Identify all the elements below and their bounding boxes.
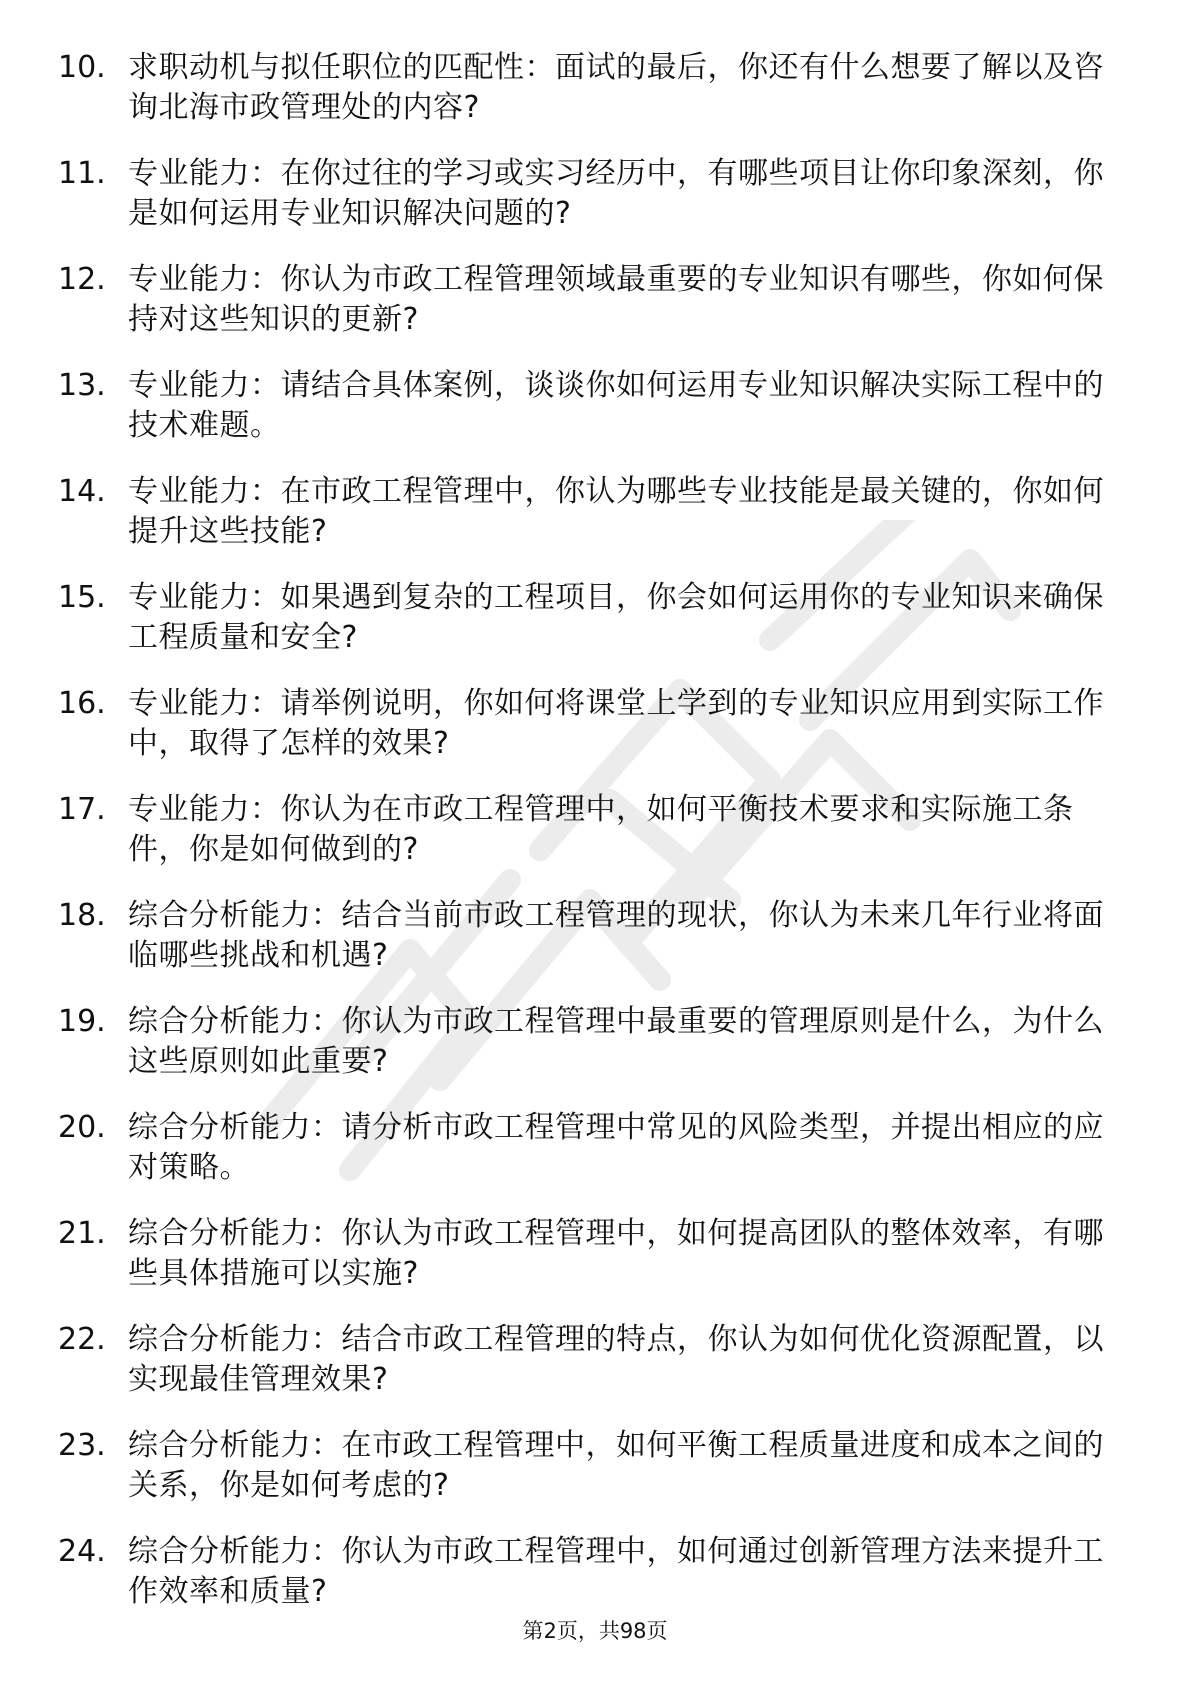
question-text: 综合分析能力：请分析市政工程管理中常见的风险类型，并提出相应的应对策略。 <box>128 1110 1104 1185</box>
question-number: 14. <box>58 474 106 509</box>
question-number: 21. <box>58 1216 106 1251</box>
question-text: 综合分析能力：你认为市政工程管理中，如何通过创新管理方法来提升工作效率和质量? <box>128 1534 1104 1609</box>
question-number: 20. <box>58 1110 106 1145</box>
list-item <box>0 1426 1190 1532</box>
list-item <box>0 48 1190 154</box>
list-item <box>0 154 1190 260</box>
question-text: 专业能力：如果遇到复杂的工程项目，你会如何运用你的专业知识来确保工程质量和安全? <box>128 580 1104 655</box>
question-text: 求职动机与拟任职位的匹配性：面试的最后，你还有什么想要了解以及咨询北海市政管理处的内容? <box>128 50 1104 125</box>
question-number: 13. <box>58 368 106 403</box>
question-number: 23. <box>58 1428 106 1463</box>
question-text: 综合分析能力：在市政工程管理中，如何平衡工程质量进度和成本之间的关系，你是如何考虑的? <box>128 1428 1104 1503</box>
list-item <box>0 1320 1190 1426</box>
question-number: 19. <box>58 1004 106 1039</box>
question-text: 专业能力：请举例说明，你如何将课堂上学到的专业知识应用到实际工作中，取得了怎样的效果? <box>128 686 1104 761</box>
question-text: 专业能力：你认为在市政工程管理中，如何平衡技术要求和实际施工条件，你是如何做到的? <box>128 792 1074 867</box>
list-item <box>0 896 1190 1002</box>
question-number: 15. <box>58 580 106 615</box>
question-list <box>0 48 1190 1638</box>
question-number: 16. <box>58 686 106 721</box>
list-item <box>0 790 1190 896</box>
list-item <box>0 472 1190 578</box>
question-text: 专业能力：你认为市政工程管理领域最重要的专业知识有哪些，你如何保持对这些知识的更新? <box>128 262 1104 337</box>
question-number: 12. <box>58 262 106 297</box>
list-item <box>0 578 1190 684</box>
question-text: 综合分析能力：你认为市政工程管理中，如何提高团队的整体效率，有哪些具体措施可以实施? <box>128 1216 1104 1291</box>
list-item <box>0 366 1190 472</box>
question-text: 综合分析能力：结合当前市政工程管理的现状，你认为未来几年行业将面临哪些挑战和机遇? <box>128 898 1104 973</box>
list-item <box>0 1214 1190 1320</box>
list-item <box>0 1002 1190 1108</box>
question-text: 专业能力：在市政工程管理中，你认为哪些专业技能是最关键的，你如何提升这些技能? <box>128 474 1104 549</box>
question-number: 17. <box>58 792 106 827</box>
question-text: 专业能力：在你过往的学习或实习经历中，有哪些项目让你印象深刻，你是如何运用专业知识解决问题的? <box>128 156 1104 231</box>
page-number-label: 第2页，共98页 <box>522 1619 668 1643</box>
question-number: 24. <box>58 1534 106 1569</box>
question-number: 18. <box>58 898 106 933</box>
question-text: 综合分析能力：结合市政工程管理的特点，你认为如何优化资源配置，以实现最佳管理效果? <box>128 1322 1104 1397</box>
page-footer <box>0 1617 1190 1645</box>
list-item <box>0 684 1190 790</box>
list-item <box>0 260 1190 366</box>
question-number: 22. <box>58 1322 106 1357</box>
question-text: 专业能力：请结合具体案例，谈谈你如何运用专业知识解决实际工程中的技术难题。 <box>128 368 1104 443</box>
question-text: 综合分析能力：你认为市政工程管理中最重要的管理原则是什么，为什么这些原则如此重要? <box>128 1004 1104 1079</box>
question-number: 10. <box>58 50 106 85</box>
list-item <box>0 1108 1190 1214</box>
question-number: 11. <box>58 156 106 191</box>
